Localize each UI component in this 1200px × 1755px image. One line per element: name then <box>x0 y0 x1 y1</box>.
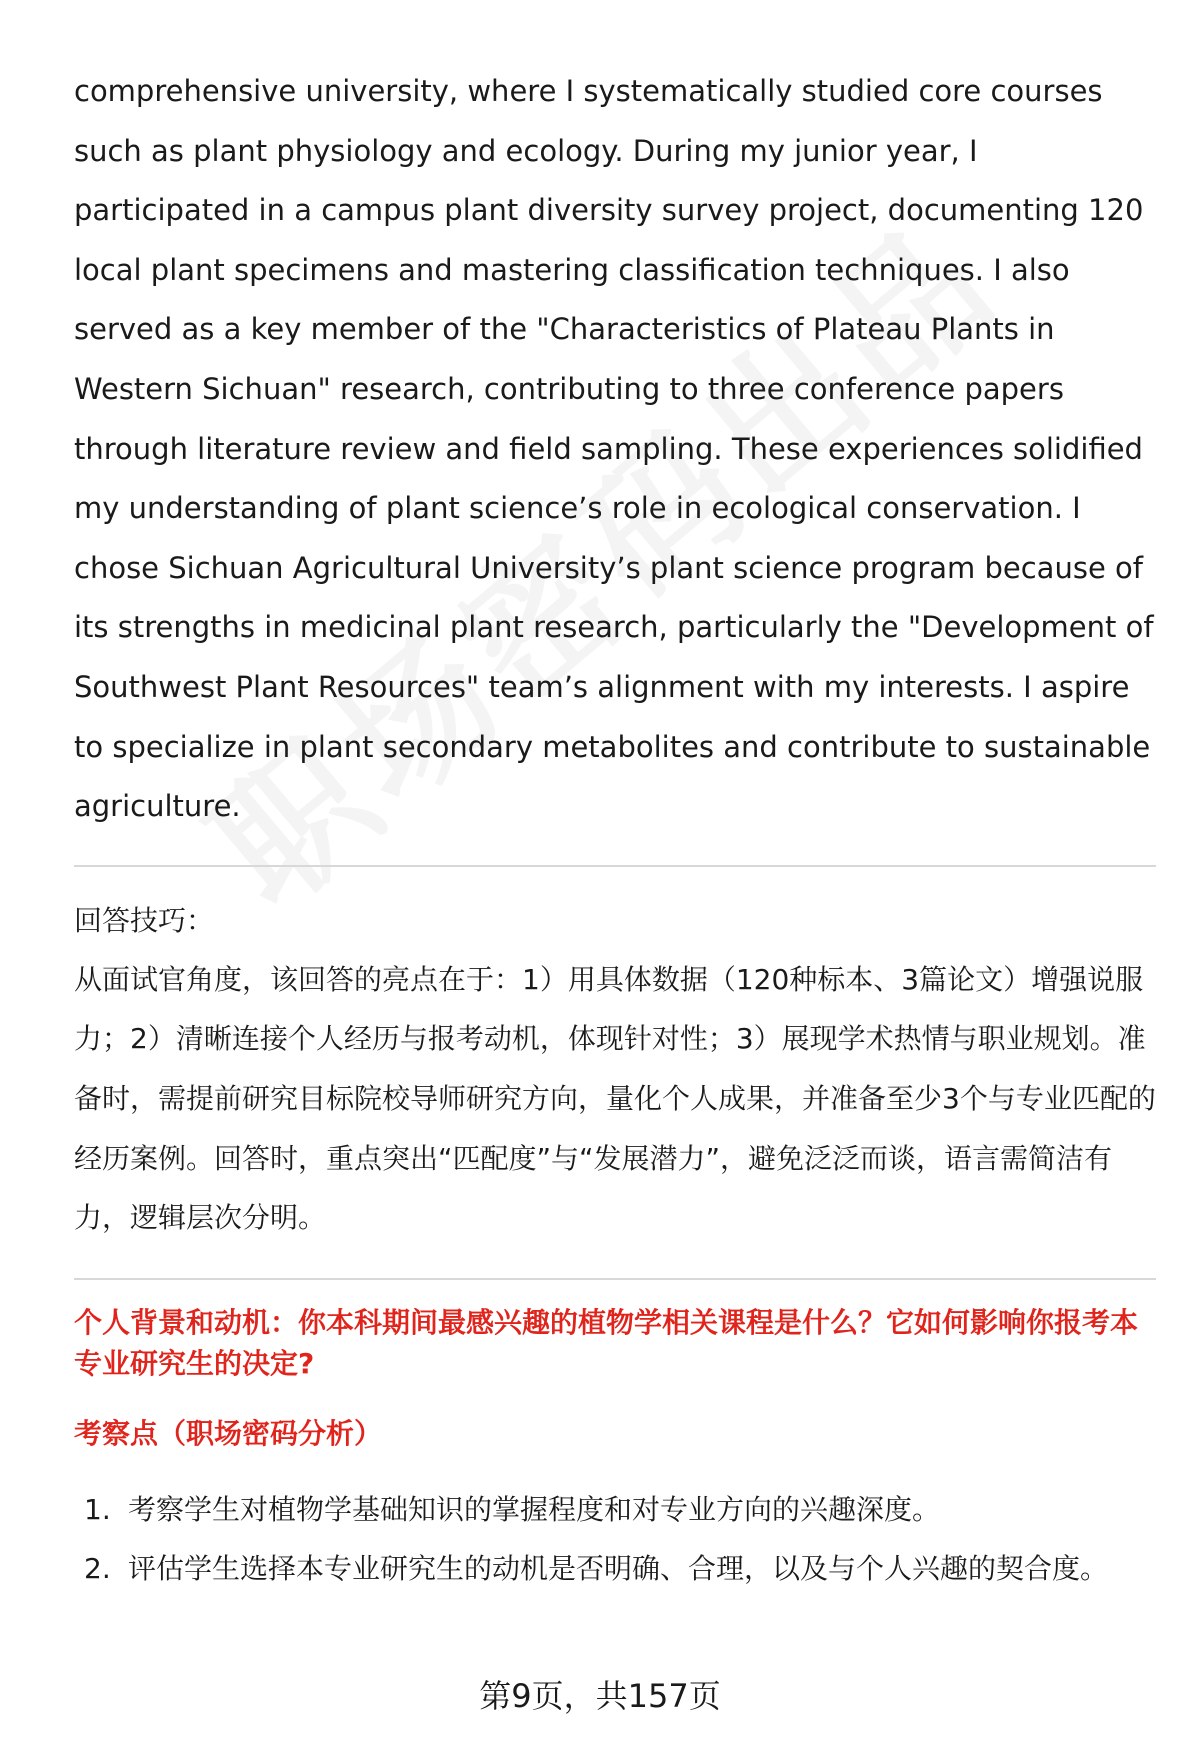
tips-title: 回答技巧： <box>74 903 215 937</box>
page-footer: 第9页，共157页 <box>479 1677 721 1715</box>
page-content <box>74 62 1159 1599</box>
question-heading: 个人背景和动机：你本科期间最感兴趣的植物学相关课程是什么？它如何影响你报考本专业研究生的决定? <box>74 1305 1139 1380</box>
list-item <box>74 1539 1159 1599</box>
list-item-text: 考察学生对植物学基础知识的掌握程度和对专业方向的兴趣深度。 <box>128 1492 941 1526</box>
answer-paragraph: comprehensive university, where I systematically studied core courses such as plant physiology and ecology. During my junior year, I participated in a campus plant diversity survey project, documenting 120 local plant specimens and mastering classification techniques. I also served as a key member of the "Characteristics of Plateau Plants in Western Sichuan" research, contributing to three conference papers through literature review and field sampling. These experiences solidified my understanding of plant science’s role in ecological conservation. I chose Sichuan Agricultural University’s plant science program because of its strengths in medicinal plant research, particularly the "Development of Southwest Plant Resources" team’s alignment with my interests. I aspire to specialize in plant secondary metabolites and contribute to sustainable agriculture. <box>74 74 1154 824</box>
assessment-title: 考察点（职场密码分析） <box>74 1416 383 1450</box>
tips-body: 从面试官角度，该回答的亮点在于：1）用具体数据（120种标本、3篇论文）增强说服力；2）清晰连接个人经历与报考动机，体现针对性；3）展现学术热情与职业规划。准备时，需提前研究目标院校导师研究方向，量化个人成果，并准备至少3个与专业匹配的经历案例。回答时，重点突出“匹配度”与“发展潜力”，避免泛泛而谈，语言需简洁有力，逻辑层次分明。 <box>74 962 1156 1235</box>
list-item-text: 评估学生选择本专业研究生的动机是否明确、合理，以及与个人兴趣的契合度。 <box>128 1552 1109 1586</box>
assessment-list <box>74 1480 1159 1599</box>
list-item <box>74 1480 1159 1540</box>
list-number: 2. <box>84 1552 111 1586</box>
list-number: 1. <box>84 1492 111 1526</box>
